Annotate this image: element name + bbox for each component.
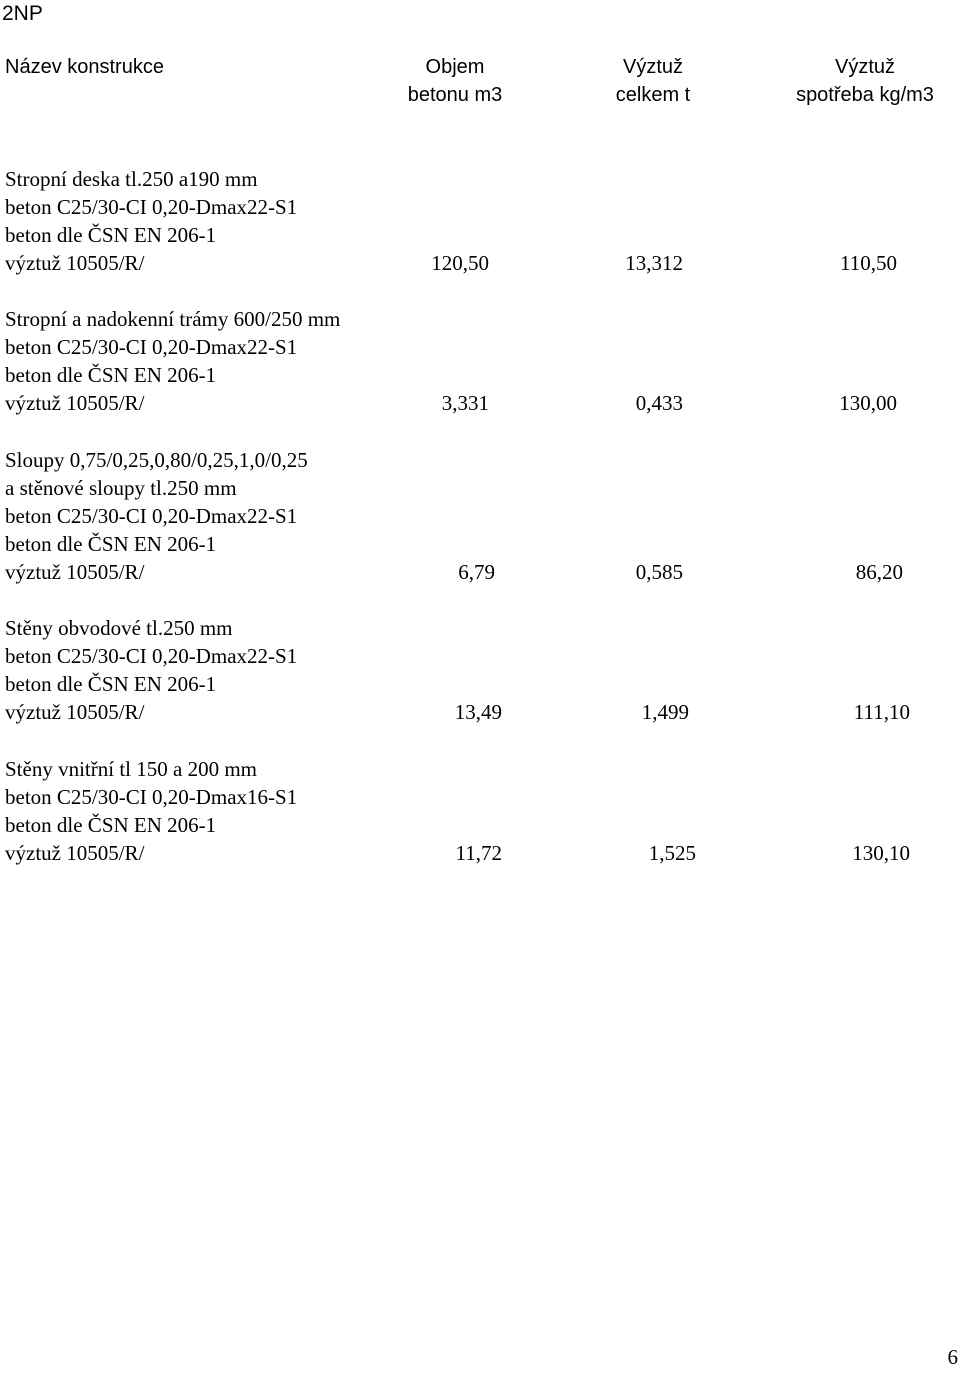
column-header-reinforcement-consumption — [780, 53, 950, 109]
construction-item — [5, 755, 945, 867]
item-total: 1,499 — [641, 700, 689, 724]
item-line: výztuž 10505/R/ — [5, 251, 145, 275]
item-line: Stěny vnitřní tl 150 a 200 mm — [5, 757, 257, 781]
item-line: a stěnové sloupy tl.250 mm — [5, 476, 237, 500]
item-line: beton dle ČSN EN 206-1 — [5, 363, 217, 387]
item-line: Stěny obvodové tl.250 mm — [5, 616, 233, 640]
item-consumption: 111,10 — [853, 700, 910, 724]
item-consumption: 130,00 — [839, 391, 897, 415]
page-number: 6 — [947, 1345, 958, 1369]
item-line: Sloupy 0,75/0,25,0,80/0,25,1,0/0,25 — [5, 448, 308, 472]
item-total: 0,433 — [635, 391, 683, 415]
item-consumption: 130,10 — [852, 841, 910, 865]
item-volume: 11,72 — [455, 841, 502, 865]
column-header-consumption-line1: Výztuž — [834, 56, 896, 78]
column-header-reinforcement-total — [578, 53, 728, 109]
item-line: výztuž 10505/R/ — [5, 560, 145, 584]
item-line: beton dle ČSN EN 206-1 — [5, 813, 217, 837]
page-heading: 2NP — [2, 2, 43, 25]
column-header-consumption-line2: spotřeba kg/m3 — [796, 84, 934, 106]
column-header-total-line1: Výztuž — [622, 56, 684, 78]
construction-item — [5, 614, 945, 726]
item-line: výztuž 10505/R/ — [5, 391, 145, 415]
item-total: 0,585 — [635, 560, 683, 584]
item-line: beton C25/30-CI 0,20-Dmax22-S1 — [5, 335, 298, 359]
item-line: výztuž 10505/R/ — [5, 841, 145, 865]
construction-item — [5, 165, 945, 277]
item-line: beton C25/30-CI 0,20-Dmax16-S1 — [5, 785, 298, 809]
item-volume: 3,331 — [441, 391, 489, 415]
item-volume: 120,50 — [431, 251, 489, 275]
item-line: výztuž 10505/R/ — [5, 700, 145, 724]
item-consumption: 110,50 — [840, 251, 897, 275]
column-header-volume-line2: betonu m3 — [407, 84, 503, 106]
item-line: beton dle ČSN EN 206-1 — [5, 532, 217, 556]
construction-item — [5, 446, 945, 586]
item-volume: 13,49 — [454, 700, 502, 724]
item-line: beton C25/30-CI 0,20-Dmax22-S1 — [5, 644, 298, 668]
column-header-volume-line1: Objem — [425, 56, 485, 78]
item-line: beton dle ČSN EN 206-1 — [5, 672, 217, 696]
item-line: Stropní a nadokenní trámy 600/250 mm — [5, 307, 341, 331]
item-line: beton C25/30-CI 0,20-Dmax22-S1 — [5, 504, 298, 528]
item-line: Stropní deska tl.250 a190 mm — [5, 167, 258, 191]
column-header-total-line2: celkem t — [615, 84, 691, 106]
column-header-name: Název konstrukce — [5, 56, 164, 78]
item-consumption: 86,20 — [855, 560, 903, 584]
item-volume: 6,79 — [458, 560, 495, 584]
item-total: 13,312 — [625, 251, 683, 275]
column-header-volume — [380, 53, 530, 109]
item-line: beton C25/30-CI 0,20-Dmax22-S1 — [5, 195, 298, 219]
item-total: 1,525 — [648, 841, 696, 865]
construction-item — [5, 305, 945, 417]
item-line: beton dle ČSN EN 206-1 — [5, 223, 217, 247]
